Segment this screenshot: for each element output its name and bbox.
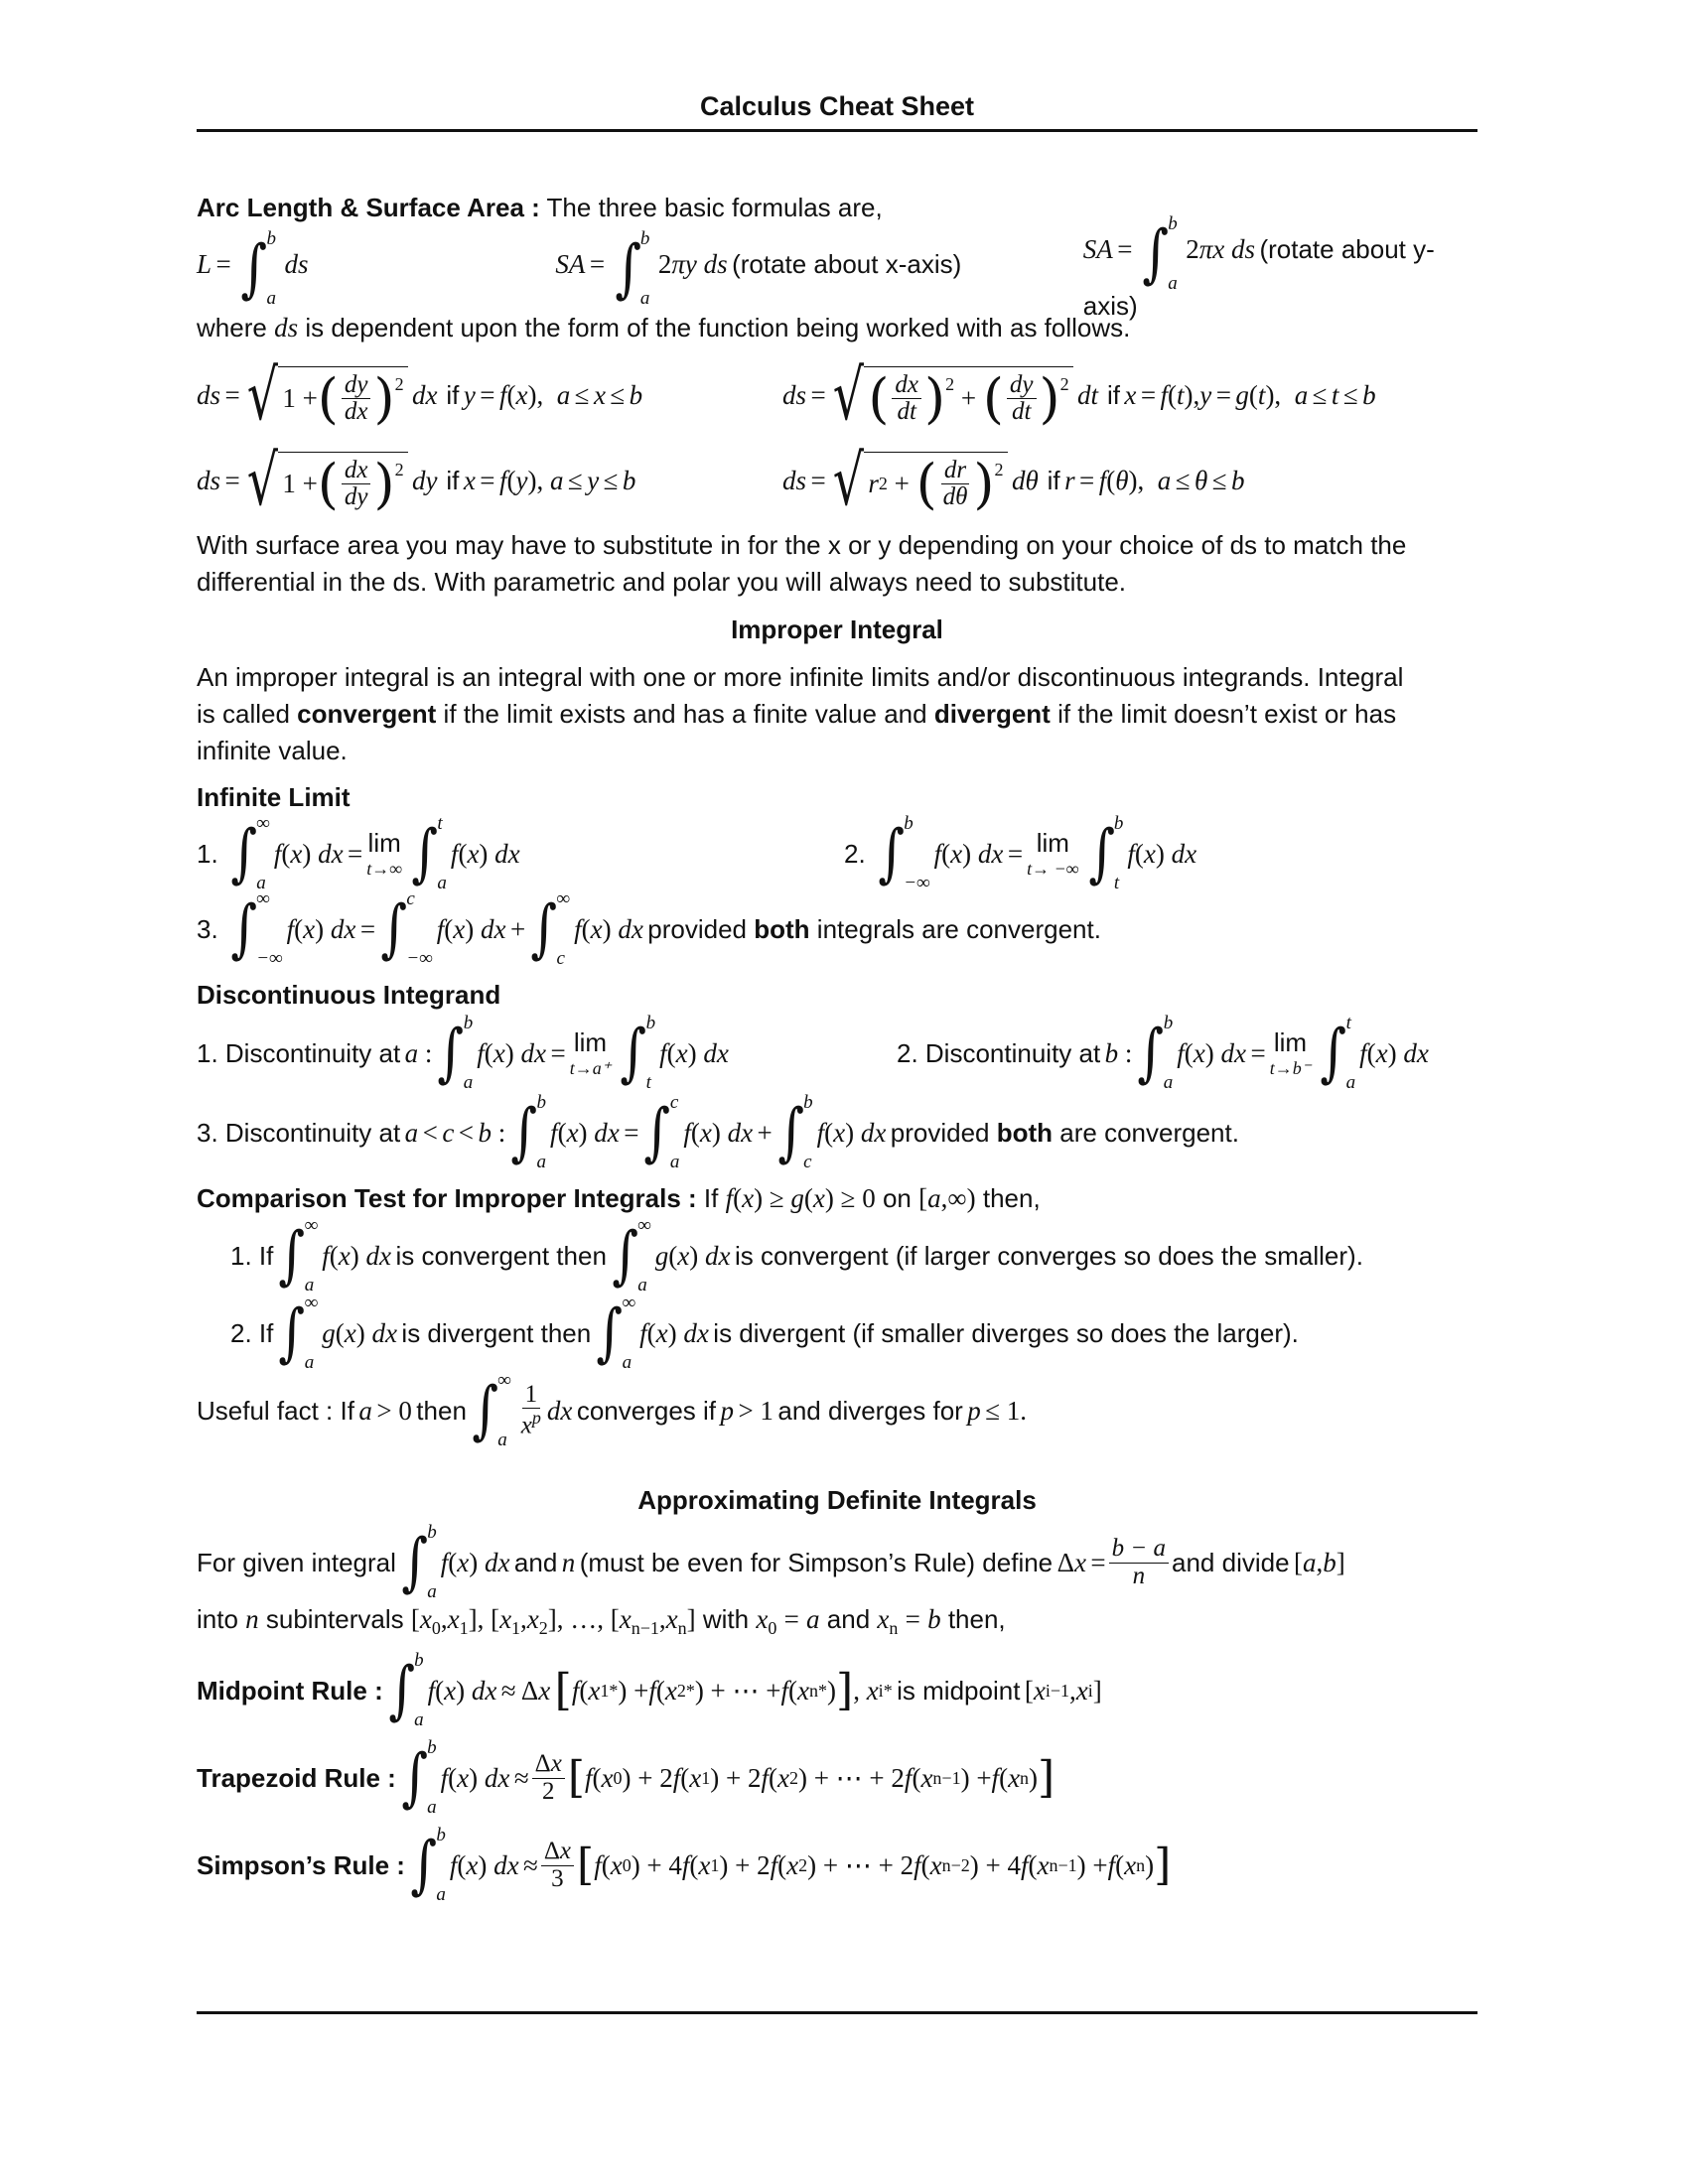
ds-row-1	[197, 352, 1477, 438]
improper-heading: Improper Integral	[731, 614, 943, 644]
surface-area-y-formula: SA = ∫ b a 2πx ds (rotate about y-axis)	[1082, 212, 1435, 321]
infinite-limit-2: 2. ∫ b −∞ f ( x ) dx = lim t→ −∞ ∫ b t f ( x ) dx	[844, 813, 1197, 893]
ds-where: where ds is dependent upon the form of the function being worked with as follows.	[197, 313, 1131, 342]
surface-area-x-formula: SA = ∫ b a 2πy ds (rotate about x-axis)	[555, 228, 962, 309]
comparison-2: 2. If ∫ ∞ a g ( x ) dx is divergent then ∫ ∞ a f ( x ) dx is divergent (if smaller diverges so does the larger).	[230, 1293, 1299, 1373]
discontinuity-at-a: 1. Discontinuity at a : ∫ b a f ( x ) dx = lim t→a⁺ ∫ b t f ( x ) dx	[197, 1013, 729, 1093]
ds-cartesian-x: ds = √ 1 + ( dy dx ) 2 dx if y = f ( x ), a ≤ x ≤ b	[197, 354, 643, 436]
surface-note-2: differential in the ds. With parametric and polar you will always need to substitute.	[197, 567, 1126, 597]
midpoint-rule: Midpoint Rule : ∫ b a f ( x ) dx ≈ Δ x [ f ( x 1 * ) + f ( x 2 * ) + ⋯ + f ( x n * ) ] , x i * is midpoint [ x i−1 , x i ]	[197, 1650, 1102, 1731]
discontinuity-at-c: 3. Discontinuity at a < c < b : ∫ b a f ( x ) dx = ∫ c a f ( x ) dx + ∫ b c f ( x ) dx provided both are convergent.	[197, 1092, 1239, 1172]
improper-desc-2: is called convergent if the limit exists and has a finite value and divergent if the limit doesn’t exist or has	[197, 699, 1397, 729]
infinite-limit-row-1	[197, 813, 1477, 893]
ds-parametric: ds = √ ( dx dt ) 2 + ( dy dt ) 2 dt if x = f ( t ), y = g ( t ), a ≤ t ≤ b	[782, 354, 1376, 436]
useful-fact: Useful fact : If a > 0 then ∫ ∞ a 1 $x^p$ dx converges if p > 1 and diverges for p ≤ 1.	[197, 1370, 1028, 1450]
page-title: Calculus Cheat Sheet	[699, 91, 975, 121]
header-rule	[197, 129, 1477, 132]
improper-desc-3: infinite value.	[197, 736, 348, 765]
trapezoid-rule: Trapezoid Rule : ∫ b a f ( x ) dx ≈ $\frac{\Delta x}{2}$ [ f ( x 0 ) + 2 f ( x 1 ) + 2 f ( x 2 ) + ⋯ + 2 f ( x n−1 ) + f ( x n ) ]	[197, 1737, 1055, 1819]
arc-intro-text: The three basic formulas are,	[539, 193, 883, 222]
ds-polar: ds = √ r 2 + ( dr dθ ) 2 dθ if r = f ( θ ), a ≤ θ ≤ b	[782, 440, 1245, 521]
arc-heading: Arc Length & Surface Area :	[197, 193, 540, 222]
infinite-limit-3: 3. ∫ ∞ −∞ f ( x ) dx = ∫ c −∞ f ( x ) dx + ∫ ∞ c f ( x ) dx provided both integrals are convergent.	[197, 888, 1101, 969]
comparison-1: 1. If ∫ ∞ a f ( x ) dx is convergent then ∫ ∞ a g ( x ) dx is convergent (if larger converges so does the smaller).	[230, 1215, 1363, 1296]
footer-rule	[197, 2011, 1477, 2014]
approx-given: For given integral ∫ b a f ( x ) dx and n (must be even for Simpson’s Rule) define Δ x = $\frac{b - a}{n}$ and divide [ a , b ]	[197, 1522, 1345, 1602]
discontinuity-at-b: 2. Discontinuity at b : ∫ b a f ( x ) dx = lim t→b⁻ ∫ t a f ( x ) dx	[897, 1013, 1429, 1093]
ds-row-2	[197, 438, 1477, 523]
surface-note-1: With surface area you may have to substitute in for the x or y depending on your choice of ds to match the	[197, 530, 1407, 560]
improper-desc-1: An improper integral is an integral with one or more infinite limits and/or discontinuous integrands. Integral	[197, 662, 1404, 692]
discontinuous-row-1	[197, 1014, 1477, 1093]
approx-heading: Approximating Definite Integrals	[637, 1485, 1037, 1515]
comparison-test: Comparison Test for Improper Integrals : If f(x) ≥ g(x) ≥ 0 on [a,∞) then,	[197, 1183, 1041, 1213]
arc-length-formula: L = ∫ b a ds	[197, 228, 309, 309]
discontinuous-heading: Discontinuous Integrand	[197, 980, 501, 1010]
ds-cartesian-y: ds = √ 1 + ( dx dy ) 2 dy if x = f ( y ), a ≤ y ≤ b	[197, 440, 636, 521]
infinite-limit-1: 1. ∫ ∞ a f ( x ) dx = lim t→∞ ∫ t a f ( x ) dx	[197, 813, 520, 893]
arc-formulas	[197, 212, 1477, 321]
page	[197, 87, 1477, 2073]
infinite-limit-heading: Infinite Limit	[197, 782, 351, 812]
approx-into: into n subintervals $[x_0,x_1]$, $[x_1,x_2]$, …, $[x_{n-1},x_n]$ with $x_0 = a$ and $x_n = b$ then,	[197, 1604, 1006, 1639]
simpson-rule: Simpson’s Rule : ∫ b a f ( x ) dx ≈ $\frac{\Delta x}{3}$ [ f ( x 0 ) + 4 f ( x 1 ) + 2 f ( x 2 ) + ⋯ + 2 f ( x n−2 ) + 4 f ( x n−1 ) + f ( x n ) ]	[197, 1825, 1172, 1906]
